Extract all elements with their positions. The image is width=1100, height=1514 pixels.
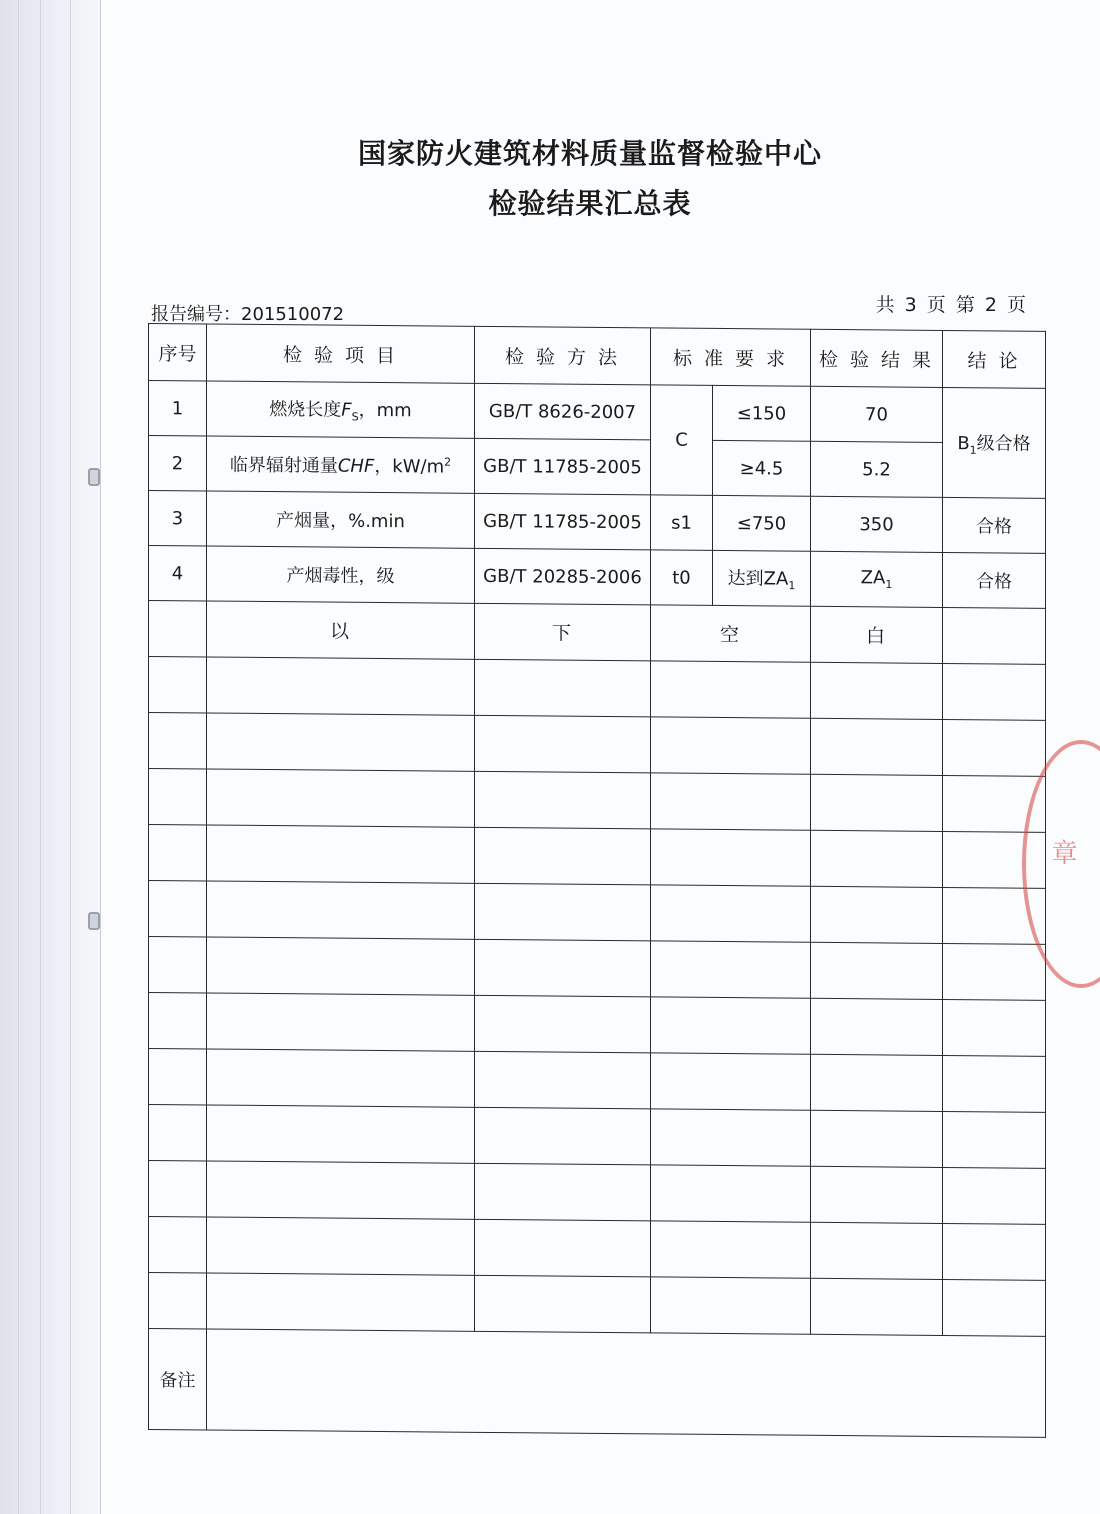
row-requirement: ≥4.5 (713, 440, 811, 496)
row-requirement: ≤150 (713, 385, 811, 441)
row-item: 产烟量，%.min (207, 491, 475, 548)
results-table (148, 323, 1046, 1438)
row-grade: t0 (651, 550, 713, 606)
blank-text: 下 (551, 622, 573, 645)
page-info: 共 3 页 第 2 页 (875, 294, 1028, 316)
row-conclusion: $B_1$级合格 (943, 387, 1046, 498)
document-title: 国家防火建筑材料质量监督检验中心 (357, 137, 822, 170)
page-edge (70, 0, 71, 1514)
stamp-text: 章 (1047, 839, 1077, 865)
col-header-result: 检 验 结 果 (811, 329, 943, 387)
row-grade: s1 (651, 495, 713, 551)
empty-row (149, 1105, 1046, 1169)
row-method: GB/T 20285-2006 (475, 548, 651, 605)
document-subtitle: 检验结果汇总表 (488, 187, 692, 220)
empty-row (149, 1049, 1046, 1113)
empty-row (149, 937, 1046, 1001)
row-item: 燃烧长度$F_S$，mm (207, 381, 475, 438)
empty-row (149, 769, 1046, 833)
col-header-no: 序号 (149, 324, 207, 382)
staple-icon (88, 912, 100, 930)
blank-text: 白 (865, 625, 887, 648)
table-row (149, 546, 1046, 609)
blank-text: 以 (329, 620, 351, 643)
row-method: GB/T 8626-2007 (475, 383, 651, 440)
row-no: 2 (149, 436, 207, 492)
empty-row (149, 881, 1046, 945)
table-row (149, 491, 1046, 554)
table-row (149, 436, 1046, 499)
remark-row (149, 1329, 1046, 1438)
row-grade: C (651, 385, 713, 496)
row-item: 临界辐射通量CHF，$kW/m^2$ (207, 436, 475, 493)
row-method: GB/T 11785-2005 (475, 438, 651, 495)
blank-text: 空 (719, 623, 741, 647)
remark-content (207, 1329, 1046, 1437)
staple-icon (88, 468, 100, 486)
col-header-conclusion: 结 论 (943, 330, 1046, 388)
row-no: 3 (149, 491, 207, 547)
row-conclusion: 合格 (943, 552, 1046, 608)
page-edge (18, 0, 19, 1514)
empty-row (149, 1161, 1046, 1225)
row-result: 350 (811, 496, 943, 552)
col-header-method: 检 验 方 法 (475, 326, 651, 385)
row-conclusion: 合格 (943, 497, 1046, 553)
row-requirement: ≤750 (713, 495, 811, 551)
col-header-requirement: 标 准 要 求 (651, 328, 811, 386)
row-no: 1 (149, 381, 207, 437)
row-result: $ZA_1$ (811, 551, 943, 607)
report-number-label: 报告编号： (151, 304, 241, 325)
empty-row (149, 1217, 1046, 1281)
col-header-item: 检 验 项 目 (207, 324, 475, 383)
row-item: 产烟毒性，级 (207, 546, 475, 603)
table-header-row (149, 324, 1046, 389)
table-row (149, 381, 1046, 444)
row-result: 70 (811, 386, 943, 442)
empty-row (149, 993, 1046, 1057)
report-number-value: 201510072 (241, 304, 345, 325)
binding-edge (0, 0, 101, 1514)
blank-notice-row (149, 601, 1046, 665)
row-no: 4 (149, 546, 207, 602)
page-edge (40, 0, 41, 1514)
empty-row (149, 1273, 1046, 1337)
row-requirement: 达到$ZA_1$ (713, 550, 811, 606)
row-method: GB/T 11785-2005 (475, 493, 651, 550)
row-result: 5.2 (811, 441, 943, 497)
empty-row (149, 825, 1046, 889)
empty-row (149, 713, 1046, 777)
remark-label: 备注 (149, 1329, 207, 1431)
empty-row (149, 657, 1046, 721)
report-number (151, 300, 344, 326)
